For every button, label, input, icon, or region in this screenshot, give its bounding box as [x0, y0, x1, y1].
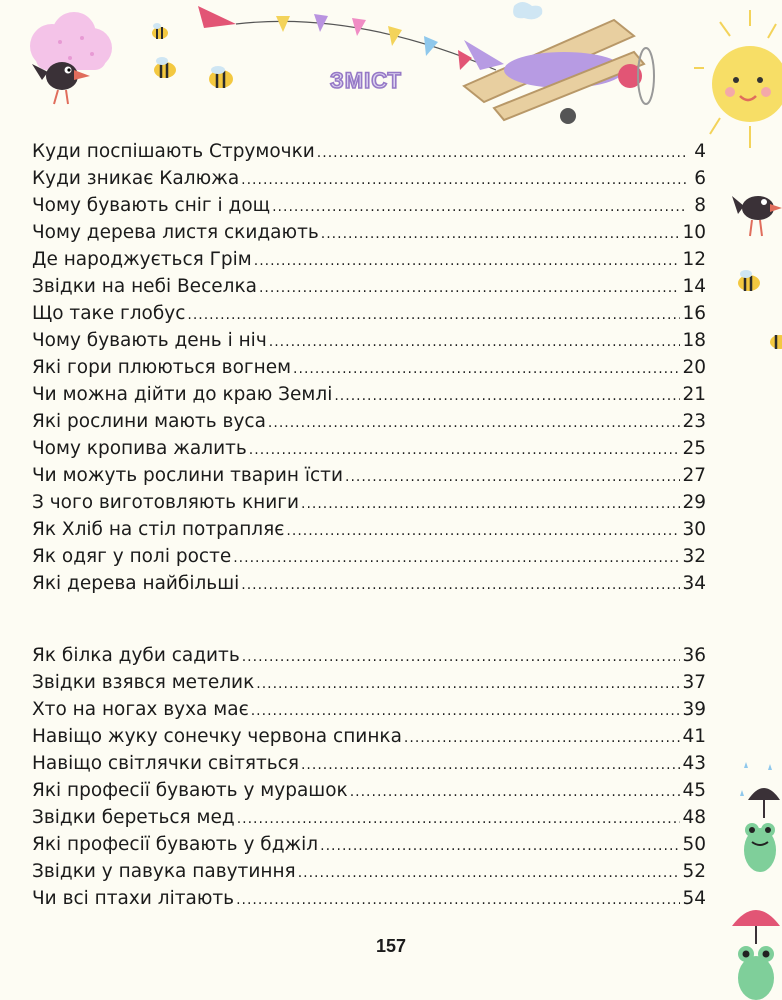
toc-entry: [32, 669, 706, 696]
toc-entry-page: 16: [682, 303, 706, 324]
bee-icon: [150, 56, 180, 80]
toc-entry-title: Хто на ногах вуха має: [32, 699, 249, 720]
toc-entry-page: 34: [682, 573, 706, 594]
toc-entry-page: 25: [682, 438, 706, 459]
toc-entry: [32, 408, 706, 435]
toc-entry-page: 20: [682, 357, 706, 378]
dot-leader: [241, 572, 680, 599]
toc-entry: [32, 381, 706, 408]
dot-leader: [233, 545, 680, 572]
dot-leader: [298, 860, 681, 887]
dot-leader: [286, 518, 680, 545]
toc-entry-title: Навіщо жуку сонечку червона спинка: [32, 726, 402, 747]
toc-entry: [32, 246, 706, 273]
toc-entry: [32, 831, 706, 858]
toc-entry-page: 6: [694, 168, 706, 189]
toc-entry: [32, 642, 706, 669]
dot-leader: [293, 356, 680, 383]
toc-entry: [32, 723, 706, 750]
dot-leader: [256, 671, 680, 698]
toc-entry-title: Звідки взявся метелик: [32, 672, 255, 693]
toc-entry: [32, 885, 706, 912]
toc-entry-page: 23: [682, 411, 706, 432]
toc-entry-title: Куди зникає Калюжа: [32, 168, 240, 189]
toc-entry-title: Звідки на небі Веселка: [32, 276, 257, 297]
toc-entry-title: Які професії бувають у бджіл: [32, 834, 319, 855]
dot-leader: [268, 410, 681, 437]
toc-entry: [32, 804, 706, 831]
toc-entry-title: Куди поспішають Струмочки: [32, 141, 315, 162]
toc-entry-page: 48: [682, 807, 706, 828]
toc-entry-page: 10: [682, 222, 706, 243]
toc-entry: [32, 273, 706, 300]
toc-entry-title: Чому дерева листя скидають: [32, 222, 319, 243]
toc-entry: [32, 777, 706, 804]
toc-entry: [32, 219, 706, 246]
toc-entry-title: Чи всі птахи літають: [32, 888, 235, 909]
toc-entry: [32, 327, 706, 354]
toc-entry-page: 27: [682, 465, 706, 486]
toc-entry-title: Що таке глобус: [32, 303, 186, 324]
toc-entry-page: 45: [682, 780, 706, 801]
toc-entry-page: 32: [682, 546, 706, 567]
dot-leader: [237, 806, 681, 833]
dot-leader: [249, 437, 681, 464]
toc-entry-title: Як Хліб на стіл потрапляє: [32, 519, 285, 540]
toc-entry-title: Звідки у павука павутиння: [32, 861, 296, 882]
bee-icon: [768, 330, 782, 352]
toc-entry-title: Які рослини мають вуса: [32, 411, 266, 432]
toc-entry-page: 21: [682, 384, 706, 405]
dot-leader: [242, 644, 681, 671]
dot-leader: [269, 329, 681, 356]
toc-entry-page: 29: [682, 492, 706, 513]
toc-entry-title: Як одяг у полі росте: [32, 546, 232, 567]
toc-entry-page: 50: [682, 834, 706, 855]
dot-leader: [251, 698, 681, 725]
toc-entry-page: 37: [682, 672, 706, 693]
toc-entry-page: 8: [694, 195, 706, 216]
dot-leader: [350, 779, 681, 806]
dot-leader: [236, 887, 680, 914]
dot-leader: [334, 383, 680, 410]
toc-entry: [32, 138, 706, 165]
toc-entry-page: 18: [682, 330, 706, 351]
airplane-icon: [444, 0, 674, 132]
toc-entry-title: Навіщо світлячки світяться: [32, 753, 299, 774]
crow-icon: [730, 182, 782, 240]
toc-entry-title: Які дерева найбільші: [32, 573, 240, 594]
frog-icon: [736, 812, 782, 876]
toc-entry-title: Які гори плюються вогнем: [32, 357, 292, 378]
page-title: ЗМІСТ: [330, 68, 402, 93]
dot-leader: [317, 140, 686, 167]
toc-section-1: [32, 138, 706, 597]
dot-leader: [301, 491, 680, 518]
toc-entry: [32, 750, 706, 777]
toc-entry: [32, 543, 706, 570]
toc-entry: [32, 300, 706, 327]
toc-entry-page: 43: [682, 753, 706, 774]
toc-entry: [32, 696, 706, 723]
toc-entry-page: 39: [682, 699, 706, 720]
dot-leader: [259, 275, 680, 302]
toc-entry: [32, 570, 706, 597]
toc-entry: [32, 165, 706, 192]
toc-entry-page: 30: [682, 519, 706, 540]
bee-icon: [148, 22, 170, 40]
toc-entry-page: 52: [682, 861, 706, 882]
toc-entry-title: Які професії бувають у мурашок: [32, 780, 348, 801]
dot-leader: [301, 752, 680, 779]
dot-leader: [404, 725, 681, 752]
toc-entry-page: 41: [682, 726, 706, 747]
dot-leader: [254, 248, 681, 275]
toc-entry-page: 4: [694, 141, 706, 162]
dot-leader: [321, 221, 681, 248]
toc-entry-page: 36: [682, 645, 706, 666]
toc-entry: [32, 354, 706, 381]
crow-icon: [28, 42, 100, 110]
toc-entry-title: Чому кропива жалить: [32, 438, 247, 459]
toc-entry-title: Чи можуть рослини тварин їсти: [32, 465, 343, 486]
toc-entry-title: Як білка дуби садить: [32, 645, 240, 666]
toc-entry: [32, 489, 706, 516]
page-number: 157: [375, 936, 407, 956]
toc-entry-page: 12: [682, 249, 706, 270]
toc-entry-title: Чи можна дійти до краю Землі: [32, 384, 333, 405]
toc-entry: [32, 858, 706, 885]
toc-section-2: [32, 642, 706, 912]
toc-entry-title: Чому бувають день і ніч: [32, 330, 267, 351]
toc-entry-page: 54: [682, 888, 706, 909]
dot-leader: [187, 302, 680, 329]
dot-leader: [320, 833, 680, 860]
dot-leader: [345, 464, 680, 491]
toc-entry-title: Чому бувають сніг і дощ: [32, 195, 271, 216]
toc-entry: [32, 516, 706, 543]
toc-entry-title: Звідки береться мед: [32, 807, 235, 828]
bee-icon: [734, 268, 764, 294]
dot-leader: [272, 194, 686, 221]
dot-leader: [241, 167, 686, 194]
umbrella-icon: [740, 760, 782, 820]
toc-entry: [32, 435, 706, 462]
toc-entry: [32, 462, 706, 489]
toc-entry-title: Де народжується Грім: [32, 249, 252, 270]
toc-entry: [32, 192, 706, 219]
toc-entry-page: 14: [682, 276, 706, 297]
toc-entry-title: З чого виготовляють книги: [32, 492, 299, 513]
